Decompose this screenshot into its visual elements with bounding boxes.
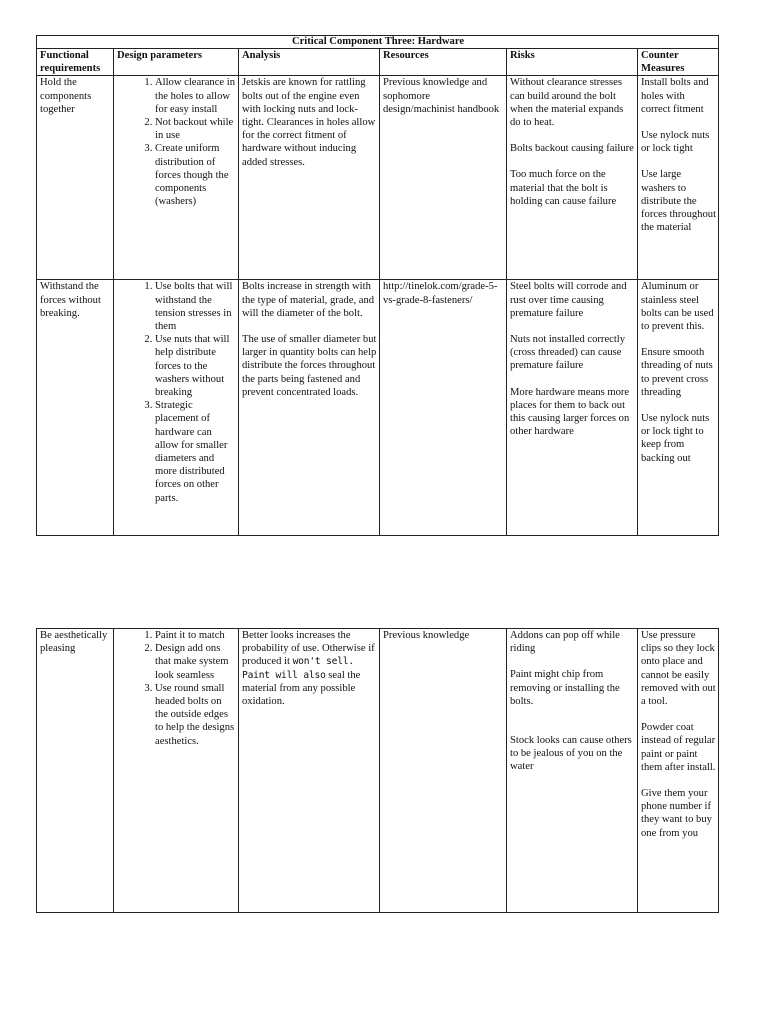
- countermeasure-text: Use pressure clips so they lock onto place and cannot be easily removed with out a tool.: [641, 630, 716, 708]
- parameter-item: 1. Paint it to match: [155, 629, 236, 642]
- risk-text: More hardware means more places for them to back out this causing larger forces on other hardware: [510, 386, 630, 438]
- countermeasure-text: Ensure smooth threading of nuts to prevent cross threading: [641, 347, 713, 398]
- resource-text: Previous knowledge and sophomore design/machinist handbook: [383, 77, 500, 115]
- parameter-item: 2. Design add ons that make system look seamless: [155, 642, 236, 682]
- requirement-cell: Be aesthetically pleasing: [37, 629, 114, 913]
- analysis-text: Jetskis are known for rattling bolts out of the engine even with locking nuts and lock-tight. Clearances in holes allow for the correct fitment of hardware without inducing added stresses.: [242, 77, 376, 168]
- risk-text: Paint might chip from removing or installing the bolts.: [510, 669, 620, 707]
- header-counter-measures: Counter Measures: [638, 49, 719, 76]
- parameter-item: 3. Use round small headed bolts on the outside edges to help the designs aesthetics.: [155, 682, 236, 748]
- risks-cell: [507, 76, 638, 280]
- parameter-item: 3. Create uniform distribution of forces though the components (washers): [155, 142, 236, 208]
- risk-text: Without clearance stresses can build around the bolt when the material expands do to heat.: [510, 77, 624, 129]
- countermeasure-text: Install bolts and holes with correct fitment: [641, 77, 709, 115]
- table-row: [37, 76, 719, 280]
- countermeasures-cell: [638, 76, 719, 280]
- risk-text: Bolts backout causing failure: [510, 143, 634, 155]
- risk-text: Addons can pop off while riding: [510, 630, 620, 655]
- hardware-table-continued: [36, 628, 719, 913]
- countermeasure-text: Give them your phone number if they want to buy one from you: [641, 788, 712, 839]
- hardware-table: [36, 35, 719, 536]
- analysis-text: seal the material from any possible oxidation.: [242, 669, 361, 708]
- resources-cell: [380, 76, 507, 280]
- risks-cell: [507, 629, 638, 913]
- header-design-parameters: Design parameters: [114, 49, 239, 76]
- analysis-cell: [239, 629, 380, 913]
- analysis-cell: [239, 280, 380, 536]
- analysis-cell: [239, 76, 380, 280]
- analysis-text-mono: won't sell. Paint will also: [242, 656, 354, 681]
- header-functional-requirements: Functional requirements: [37, 49, 114, 76]
- table-row: [37, 629, 719, 913]
- resources-cell: [380, 629, 507, 913]
- parameter-item: 3. Strategic placement of hardware can allow for smaller diameters and more distributed forces on other parts.: [155, 399, 236, 505]
- header-resources: Resources: [380, 49, 507, 76]
- risks-cell: [507, 280, 638, 536]
- parameter-item: 1. Allow clearance in the holes to allow for easy install: [155, 76, 236, 116]
- resources-cell: [380, 280, 507, 536]
- parameters-cell: [114, 280, 239, 536]
- countermeasure-text: Aluminum or stainless steel bolts can be used to prevent this.: [641, 281, 714, 333]
- countermeasure-text: Use large washers to distribute the forces throughout the material: [641, 169, 717, 234]
- table-row: [37, 280, 719, 536]
- parameters-cell: [114, 629, 239, 913]
- risk-text: Steel bolts will corrode and rust over time causing premature failure: [510, 281, 627, 319]
- risk-text: Stock looks can cause others to be jealous of you on the water: [510, 735, 632, 773]
- countermeasure-text: Powder coat instead of regular paint or paint them after install.: [641, 722, 716, 773]
- requirement-cell: Hold the components together: [37, 76, 114, 280]
- countermeasures-cell: [638, 280, 719, 536]
- header-risks: Risks: [507, 49, 638, 76]
- countermeasure-text: Use nylock nuts or lock tight: [641, 130, 710, 155]
- table-title: Critical Component Three: Hardware: [37, 36, 719, 49]
- risk-text: Too much force on the material that the bolt is holding can cause failure: [510, 169, 617, 207]
- requirement-cell: Withstand the forces without breaking.: [37, 280, 114, 536]
- countermeasure-text: Use nylock nuts or lock tight to keep from backing out: [641, 413, 710, 464]
- analysis-text: Better looks increases the probability of use. Otherwise if produced it: [242, 630, 375, 668]
- parameter-item: 2. Not backout while in use: [155, 116, 236, 142]
- countermeasures-cell: [638, 629, 719, 913]
- parameters-cell: [114, 76, 239, 280]
- risk-text: Nuts not installed correctly (cross threaded) can cause premature failure: [510, 334, 626, 372]
- analysis-text: Bolts increase in strength with the type of material, grade, and will the diameter of the bolt.: [242, 281, 375, 319]
- parameter-item: 2. Use nuts that will help distribute forces to the washers without breaking: [155, 333, 236, 399]
- resource-link: http://tinelok.com/grade-5-vs-grade-8-fasteners/: [383, 281, 498, 306]
- header-analysis: Analysis: [239, 49, 380, 76]
- parameter-item: 1. Use bolts that will withstand the tension stresses in them: [155, 280, 236, 333]
- resource-text: Previous knowledge: [383, 630, 470, 641]
- analysis-text: The use of smaller diameter but larger in quantity bolts can help distribute the forces throughout the parts being fastened and prevent concentrated loads.: [242, 334, 377, 398]
